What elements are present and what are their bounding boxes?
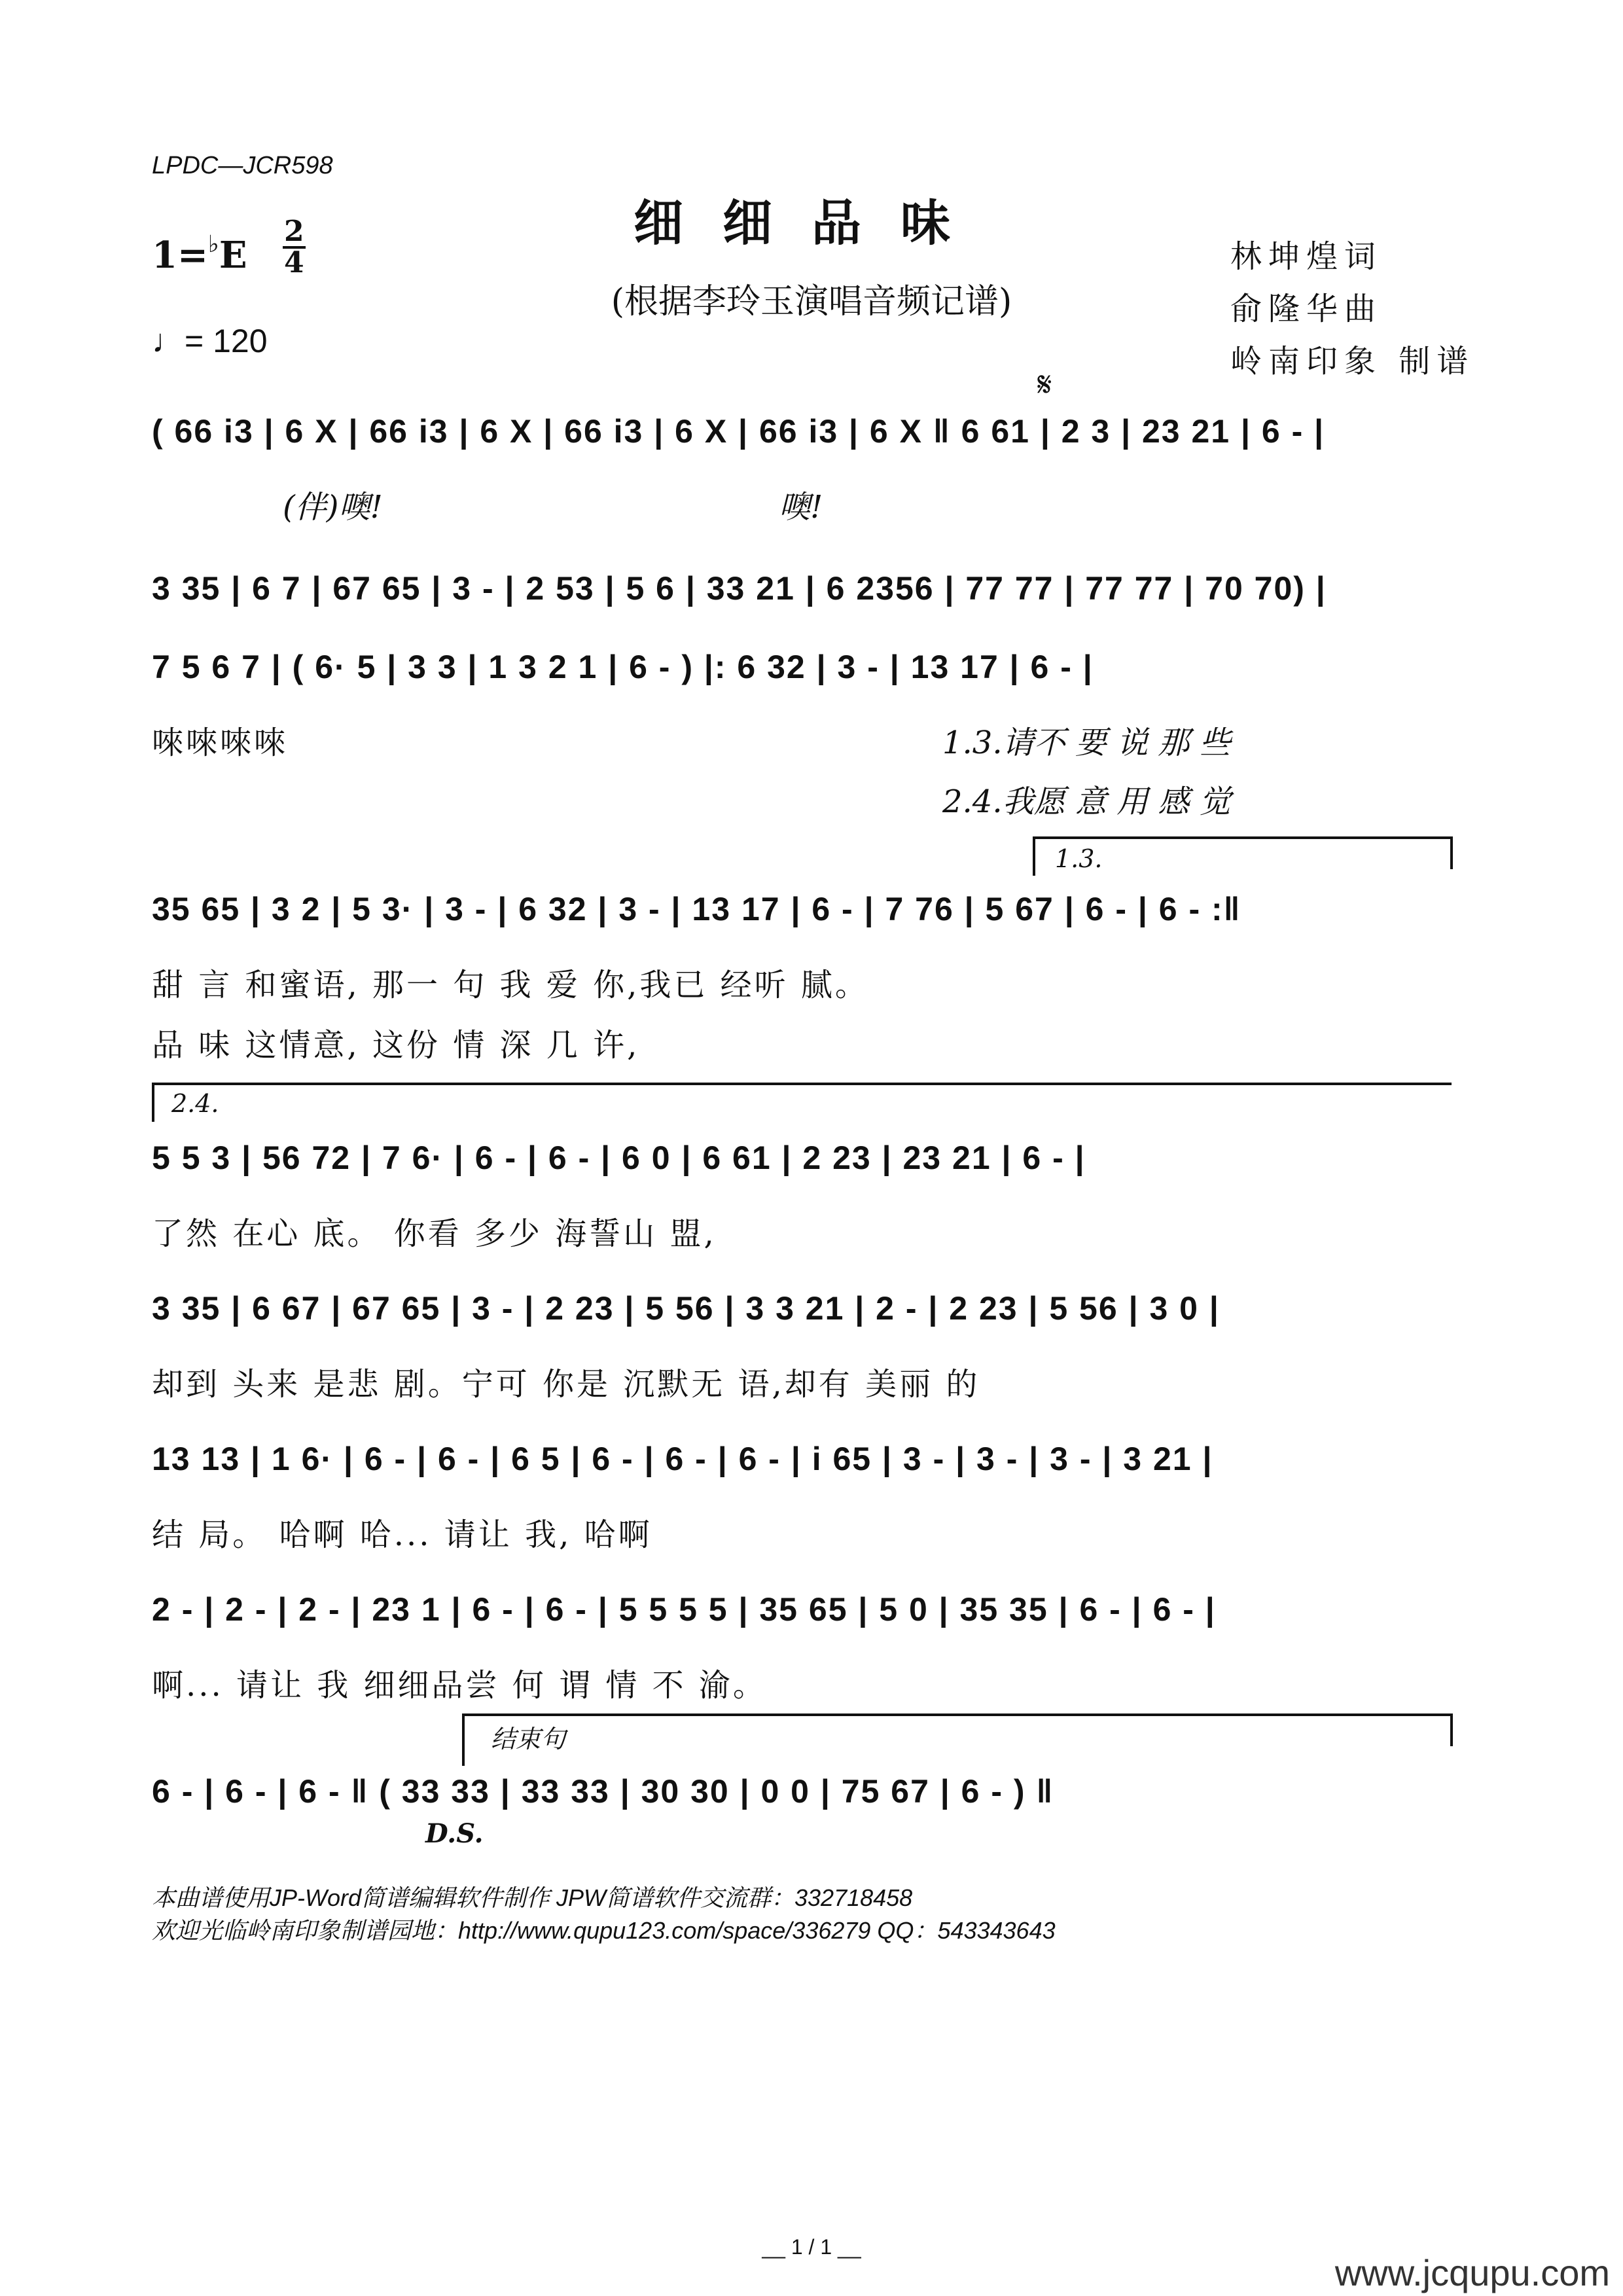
notation-line-7: 13 13 | 1 6· | 6 - | 6 - | 6 5 | 6 - | 6 - | 6 - | i 65 | 3 - | 3 - | 3 - | 3 21 |	[152, 1441, 1213, 1477]
lyric-line-3a: 唻唻唻唻	[152, 725, 289, 761]
lyricist-credit: 林坤煌词	[1230, 238, 1383, 275]
ending-bracket-top	[462, 1713, 1452, 1716]
lyric-line-1b: 噢!	[779, 489, 823, 526]
volta-2-bracket-top	[152, 1083, 1452, 1085]
lyric-line-5: 了然 在心 底。 你看 多少 海誓山 盟,	[152, 1215, 717, 1252]
notation-line-2: 3 35 | 6 7 | 67 65 | 3 - | 2 53 | 5 6 | 33 21 | 6 2356 | 77 77 | 77 77 | 70 70) |	[152, 570, 1327, 607]
notation-line-3: 7 5 6 7 | ( 6· 5 | 3 3 | 1 3 2 1 | 6 - ) |: 6 32 | 3 - | 13 17 | 6 - |	[152, 649, 1094, 685]
footer-line-1: 本曲谱使用JP-Word简谱编辑软件制作 JPW简谱软件交流群：332718458	[152, 1884, 913, 1911]
key-note: E	[219, 234, 247, 277]
volta-1-label: 1.3.	[1055, 844, 1103, 873]
ending-bracket-left	[462, 1713, 465, 1766]
dal-segno-marking: D.S.	[425, 1818, 484, 1849]
ending-label: 结束句	[491, 1725, 566, 1753]
watermark: www.jcqupu.com	[1334, 2252, 1610, 2293]
notation-line-9: 6 - | 6 - | 6 - ‖ ( 33 33 | 33 33 | 30 30 | 0 0 | 75 67 | 6 - ) ‖	[152, 1773, 1054, 1810]
segno-icon: 𝄋	[1037, 365, 1052, 404]
time-signature	[283, 217, 306, 278]
notation-line-8: 2 - | 2 - | 2 - | 23 1 | 6 - | 6 - | 5 5 5 5 | 35 65 | 5 0 | 35 35 | 6 - | 6 - |	[152, 1591, 1216, 1628]
lyric-line-7: 结 局。 哈啊 哈... 请让 我, 哈啊	[152, 1516, 652, 1553]
ending-bracket-right	[1450, 1713, 1453, 1746]
flat-icon: ♭	[207, 230, 219, 258]
key-signature	[152, 230, 247, 277]
notation-line-6: 3 35 | 6 67 | 67 65 | 3 - | 2 23 | 5 56 | 3 3 21 | 2 - | 2 23 | 5 56 | 3 0 |	[152, 1290, 1220, 1327]
lyric-line-3b: 1.3.请不 要 说 那 些	[942, 725, 1231, 761]
lyric-line-3c: 2.4.我愿 意 用 感 觉	[942, 783, 1231, 820]
score-code: LPDC—JCR598	[152, 152, 333, 179]
notation-line-1: ( 66 i3 | 6 X | 66 i3 | 6 X | 66 i3 | 6 X | 66 i3 | 6 X ‖ 6 61 | 2 3 | 23 21 | 6 - |	[152, 413, 1325, 450]
arranger-credit: 岭南印象 制谱	[1230, 343, 1475, 380]
credits	[1230, 230, 1474, 387]
notation-line-5: 5 5 3 | 56 72 | 7 6· | 6 - | 6 - | 6 0 | 6 61 | 2 23 | 23 21 | 6 - |	[152, 1139, 1086, 1176]
volta-2-label: 2.4.	[171, 1089, 219, 1118]
song-title: 细细品味	[633, 194, 990, 252]
page-number: __ 1 / 1 __	[762, 2235, 861, 2259]
lyric-line-8: 啊... 请让 我 细细品尝 何 谓 情 不 渝。	[152, 1667, 767, 1704]
volta-1-bracket-right	[1450, 836, 1453, 869]
song-subtitle: (根据李玲玉演唱音频记谱)	[611, 282, 1012, 321]
lyric-line-4a: 甜 言 和蜜语, 那一 句 我 爱 你,我已 经听 腻。	[152, 967, 869, 1003]
lyric-line-4b: 品 味 这情意, 这份 情 深 几 许,	[152, 1027, 640, 1064]
volta-1-bracket-left	[1033, 836, 1035, 876]
lyric-line-6: 却到 头来 是悲 剧。宁可 你是 沉默无 语,却有 美丽 的	[152, 1366, 980, 1403]
footer-line-2: 欢迎光临岭南印象制谱园地：http://www.qupu123.com/space/336279 QQ：543343643	[152, 1917, 1056, 1944]
composer-credit: 俞隆华曲	[1230, 291, 1383, 327]
time-numerator: 2	[284, 215, 304, 248]
tempo-marking: ♩= 120	[152, 323, 268, 359]
time-denominator: 4	[284, 246, 304, 279]
key-prefix: 1=	[152, 234, 208, 277]
lyric-line-1a: (伴)噢!	[283, 489, 383, 526]
volta-2-bracket-left	[152, 1083, 154, 1122]
volta-1-bracket-top	[1033, 836, 1452, 839]
notation-line-4: 35 65 | 3 2 | 5 3· | 3 - | 6 32 | 3 - | 13 17 | 6 - | 7 76 | 5 67 | 6 - | 6 - :‖	[152, 891, 1241, 927]
